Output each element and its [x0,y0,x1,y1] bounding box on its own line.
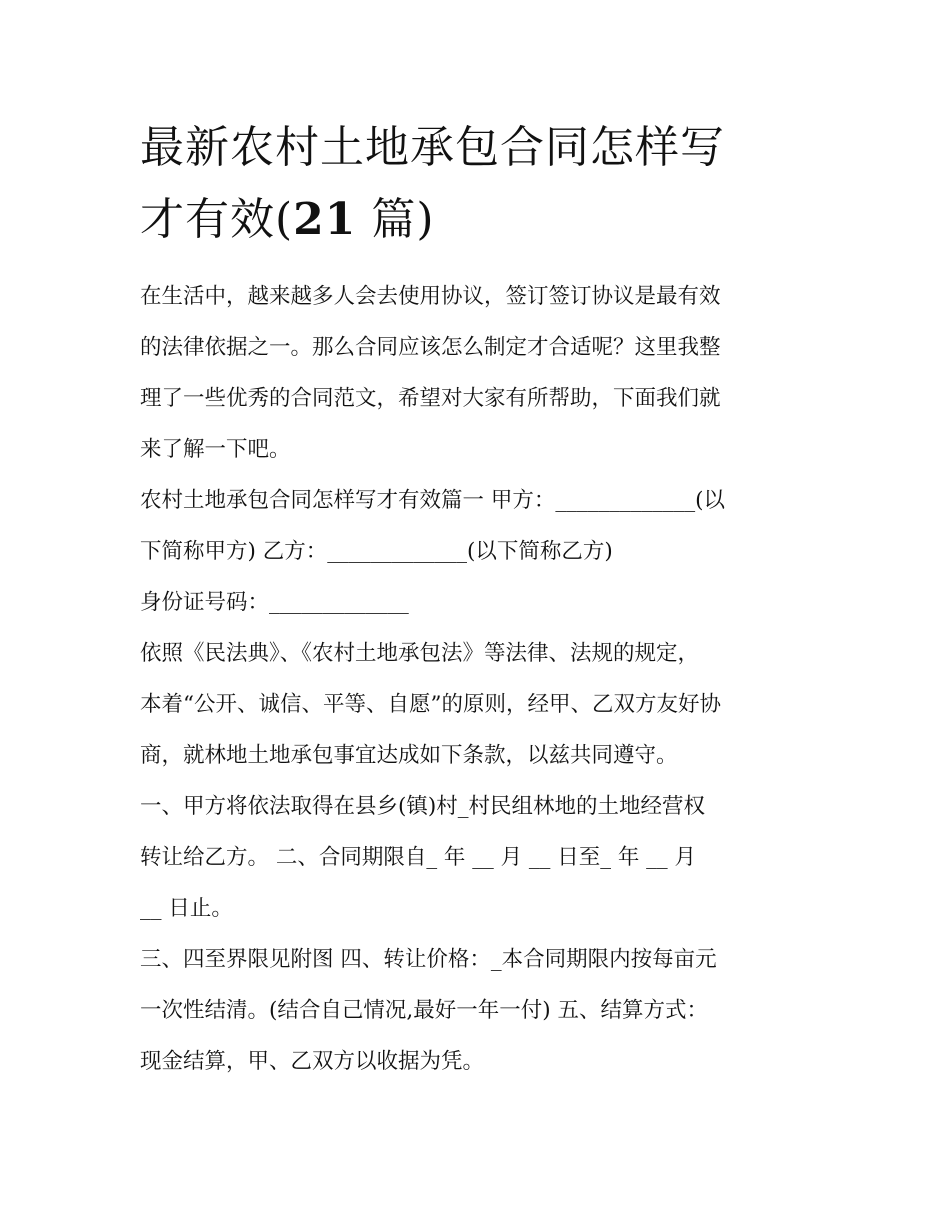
text-line: 转让给乙方。 二、合同期限自_ 年 __ 月 __ 日至_ 年 __ 月 [140,845,697,870]
text-line: 商，就林地土地承包事宜达成如下条款，以兹共同遵守。 [140,743,678,768]
text-line: 理了一些优秀的合同范文，希望对大家有所帮助，下面我们就 [140,386,721,411]
text-line: 三、四至界限见附图 四、转让价格：_本合同期限内按每亩元 [140,947,717,972]
document-title [140,112,812,256]
text-line: 一次性结清。(结合自己情况,最好一年一付) 五、结算方式： [140,998,708,1023]
text-line: 依照《民法典》、《农村土地承包法》等法律、法规的规定， [140,641,700,666]
paragraph-id-number [140,577,812,628]
text-line: 来了解一下吧。 [140,437,291,462]
paragraph-clauses-1-2 [140,781,812,934]
document-body [140,271,812,1087]
title-count: 21 [293,194,357,245]
text-line: 一、甲方将依法取得在县乡(镇)村_村民组林地的土地经营权 [140,794,706,819]
paragraph-intro [140,271,812,475]
text-line: 现金结算，甲、乙双方以收据为凭。 [140,1049,485,1074]
text-line: 在生活中，越来越多人会去使用协议，签订签订协议是最有效 [140,284,721,309]
paragraph-parties [140,475,812,577]
text-line: 本着“公开、诚信、平等、自愿”的原则，经甲、乙双方友好协 [140,692,721,717]
text-line: 农村土地承包合同怎样写才有效篇一 甲方：_____________(以 [140,488,725,513]
paragraph-clauses-3-5 [140,934,812,1087]
text-line: __ 日止。 [140,896,233,921]
document-page [140,112,812,1087]
title-line-2 [140,184,812,256]
title-line-1: 最新农村土地承包合同怎样写 [140,122,725,173]
paragraph-legal-basis [140,628,812,781]
text-line: 下简称甲方) 乙方：_____________(以下简称乙方) [140,539,613,564]
text-line: 身份证号码：_____________ [140,590,409,615]
title-line-2-prefix: 才有效( [140,194,294,245]
title-line-2-suffix: 篇) [356,194,435,245]
text-line: 的法律依据之一。那么合同应该怎么制定才合适呢？这里我整 [140,335,721,360]
